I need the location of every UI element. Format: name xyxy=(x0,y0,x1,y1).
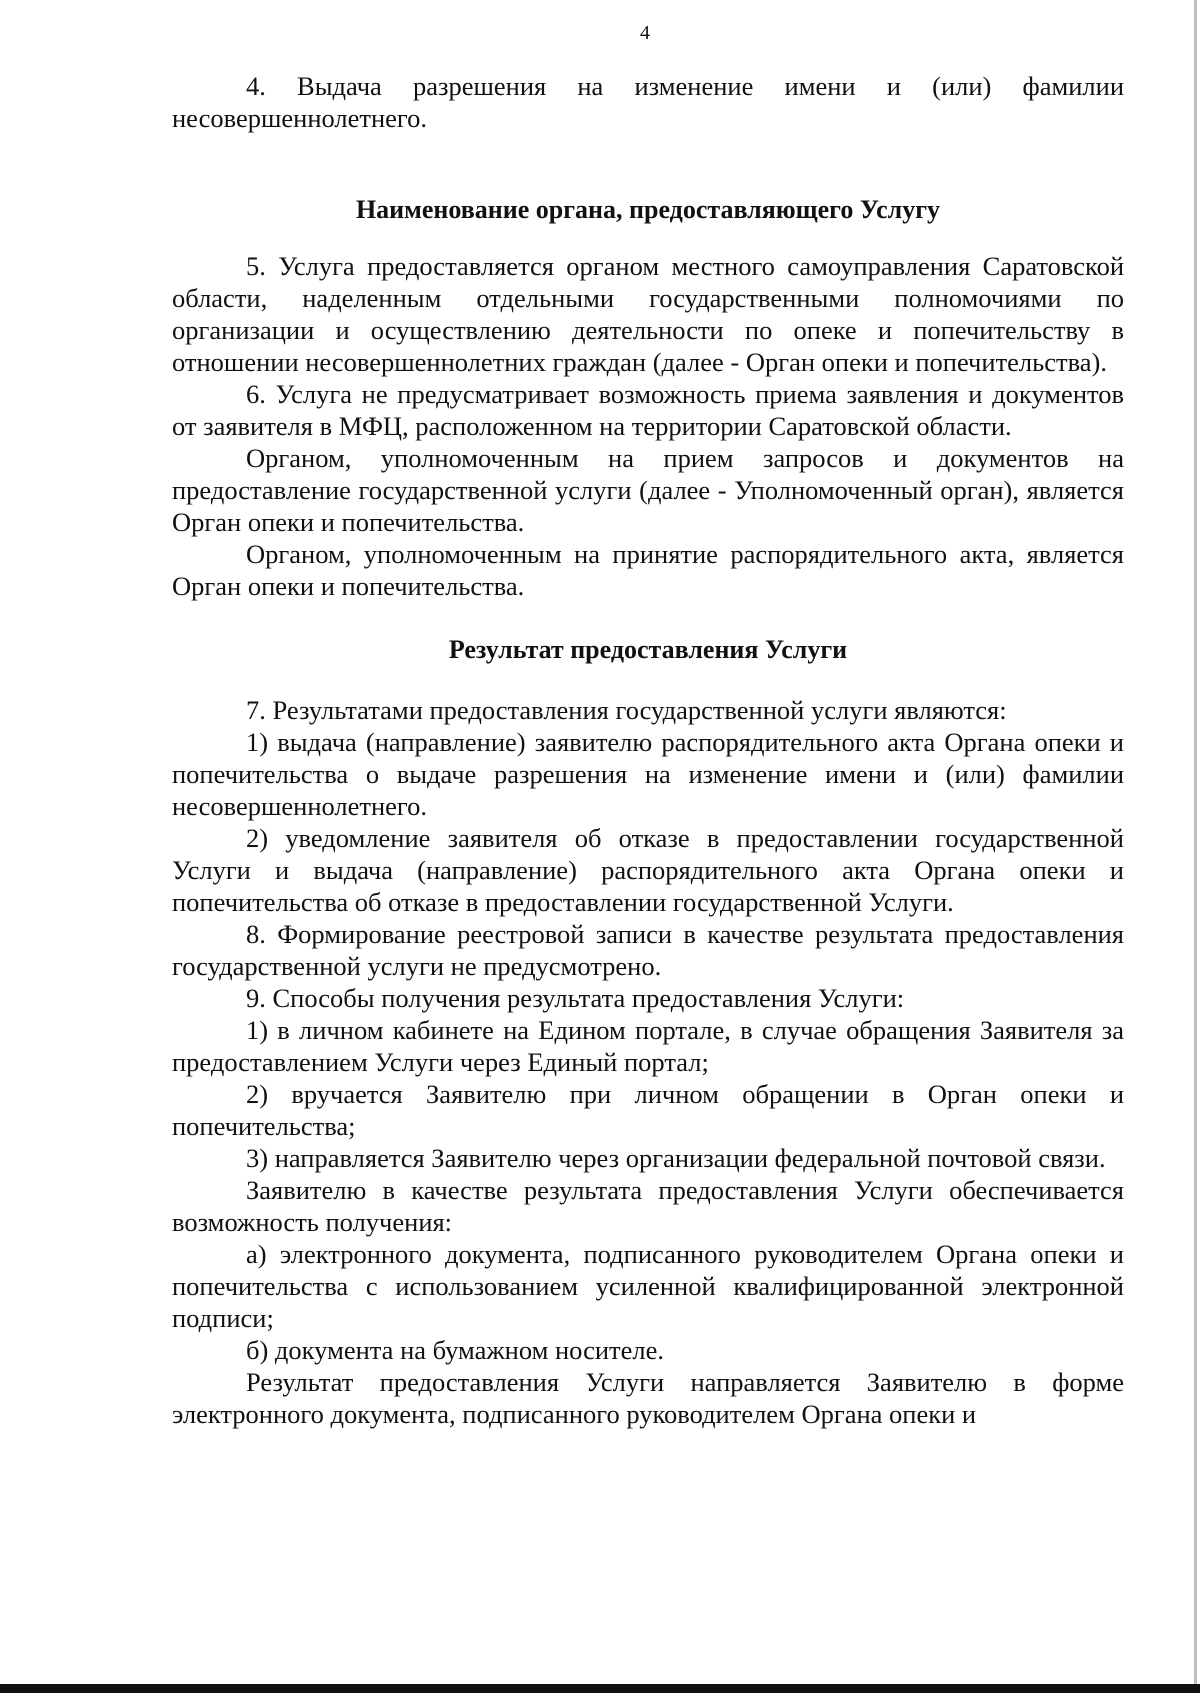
paragraph-decision-body: Органом, уполномоченным на принятие распорядительного акта, является Орган опеки и попечительства. xyxy=(172,539,1124,601)
paragraph-item-5: 5. Услуга предоставляется органом местного самоуправления Саратовской области, наделенным отдельными государственными полномочиями по организации и осуществлению деятельности по опеке и попечительству в отношении несовершеннолетних граждан (далее - Орган опеки и попечительства). xyxy=(172,251,1124,377)
document-body xyxy=(172,70,1124,1430)
paragraph-option-a: а) электронного документа, подписанного руководителем Органа опеки и попечительства с использованием усиленной квалифицированной электронной подписи; xyxy=(172,1239,1124,1333)
spacer xyxy=(172,666,1124,694)
paragraph-item-8: 8. Формирование реестровой записи в качестве результата предоставления государственной услуги не предусмотрено. xyxy=(172,919,1124,981)
paragraph-item-7-2: 2) уведомление заявителя об отказе в предоставлении государственной Услуги и выдача (направление) распорядительного акта Органа опеки и попечительства об отказе в предоставлении государственной Услуги. xyxy=(172,823,1124,917)
paragraph-option-b: б) документа на бумажном носителе. xyxy=(246,1335,664,1365)
scan-bottom-edge xyxy=(0,1684,1200,1693)
paragraph-result-options: Заявителю в качестве результата предоставления Услуги обеспечивается возможность получения: xyxy=(172,1175,1124,1237)
spacer xyxy=(172,226,1124,250)
paragraph-item-9: 9. Способы получения результата предоставления Услуги: xyxy=(246,983,905,1013)
paragraph-result-delivery: Результат предоставления Услуги направляется Заявителю в форме электронного документа, подписанного руководителем Органа опеки и xyxy=(172,1367,1124,1429)
section-heading-authority: Наименование органа, предоставляющего Услугу xyxy=(355,195,941,224)
paragraph-item-6: 6. Услуга не предусматривает возможность приема заявления и документов от заявителя в МФЦ, расположенном на территории Саратовской области. xyxy=(172,379,1124,441)
scan-right-edge xyxy=(1194,0,1197,1690)
spacer xyxy=(172,602,1124,634)
paragraph-item-4: 4. Выдача разрешения на изменение имени и (или) фамилии несовершеннолетнего. xyxy=(172,71,1124,133)
paragraph-item-9-2: 2) вручается Заявителю при личном обращении в Орган опеки и попечительства; xyxy=(172,1079,1124,1141)
paragraph-item-9-1: 1) в личном кабинете на Едином портале, в случае обращения Заявителя за предоставлением Услуги через Единый портал; xyxy=(172,1015,1124,1077)
spacer xyxy=(172,134,1124,194)
paragraph-item-7: 7. Результатами предоставления государственной услуги являются: xyxy=(246,695,1007,725)
page-number: 4 xyxy=(640,22,650,44)
paragraph-item-7-1: 1) выдача (направление) заявителю распорядительного акта Органа опеки и попечительства о выдаче разрешения на изменение имени и (или) фамилии несовершеннолетнего. xyxy=(172,727,1124,821)
paragraph-authorized-body: Органом, уполномоченным на прием запросов и документов на предоставление государственной услуги (далее - Уполномоченный орган), является Орган опеки и попечительства. xyxy=(172,443,1124,537)
paragraph-item-9-3: 3) направляется Заявителю через организации федеральной почтовой связи. xyxy=(246,1143,1106,1173)
section-heading-result: Результат предоставления Услуги xyxy=(448,635,848,664)
